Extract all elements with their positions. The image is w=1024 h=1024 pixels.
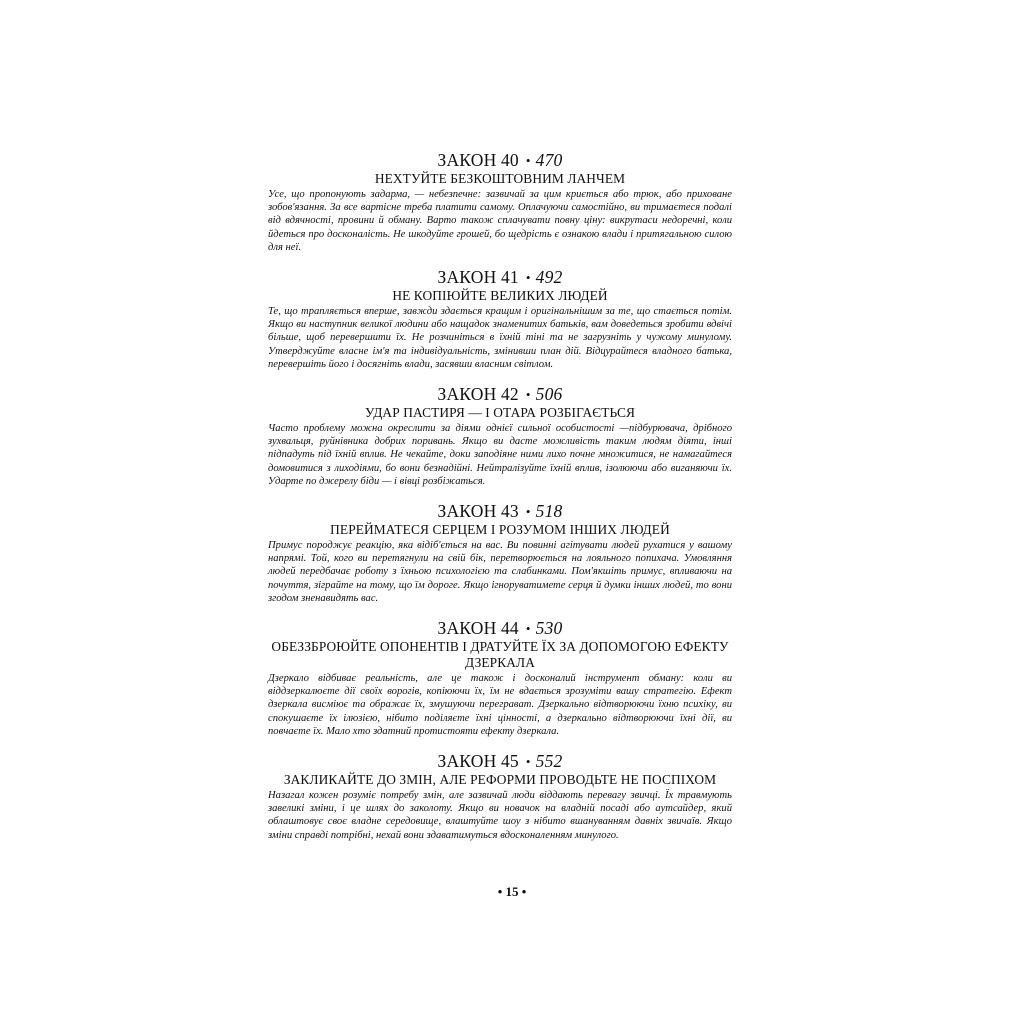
law-45: [268, 751, 732, 842]
law-label: ЗАКОН 45: [437, 751, 519, 772]
law-page-number: 530: [535, 618, 563, 639]
law-43: [268, 501, 732, 605]
page-content: [268, 150, 732, 842]
bullet-separator: •: [525, 754, 531, 770]
law-text: Часто проблему можна окреслити за діями однієї сильної особистості —підбурювача, дрібного зухвальця, руйнівника добрих поривань. Якщо ви дасте можливість таким людям діяти, інші підпадуть під їхній вплив. Не чекайте, доки заподіяне ними лихо почне множитися, не намагайтеся домовитися з лиходіями, бо вони безнадійні. Нейтралізуйте їхній вплив, ізолюючи або виганяючи їх. Ударте по джерелу біди — і вівці розбіжаться.: [268, 423, 732, 487]
law-text: Те, що трапляється вперше, завжди здається кращим і оригінальнішим за те, що стається потім. Якщо ви наступник великої людини або нащадок знаменитих батьків, вам доведеться зробити вдвічі більше, щоб перевершити їх. Не розчиніться в їхній тіні та не загрузніть у чужому минулому. Утверджуйте власне ім'я та індивідуальність, змінивши план дій. Відцурайтеся владного батька, перевершіть його і досягніть влади, засявши власним світлом.: [268, 306, 732, 370]
bullet-separator: •: [525, 153, 531, 168]
bullet-separator: •: [525, 270, 531, 286]
law-text: Дзеркало відбиває реальність, але це також і досконалий інструмент обману: коли ви віддзеркалюєте дії своїх ворогів, копіюючи їх, їм не вдається зрозуміти вашу стратегію. Ефект дзеркала висміює та ображає їх, змушуючи переграват. Дзеркально відтворюючи їхню психіку, ви спокушаєте їх ілюзією, нібито поділяєте їхні цінності, а дзеркально відтворюючи їхні дії, ви повчаєте їх. Мало хто здатний протистояти ефекту дзеркала.: [268, 673, 732, 737]
law-44: [268, 618, 732, 738]
law-41: [268, 267, 732, 371]
law-title: НЕХТУЙТЕ БЕЗКОШТОВНИМ ЛАНЧЕМ: [374, 171, 626, 186]
law-title: ПЕРЕЙМАТЕСЯ СЕРЦЕМ І РОЗУМОМ ІНШИХ ЛЮДЕЙ: [330, 522, 670, 538]
law-page-number: 492: [535, 267, 563, 288]
law-label: ЗАКОН 41: [437, 267, 519, 288]
law-label: ЗАКОН 40: [437, 150, 519, 170]
law-heading: [268, 751, 732, 772]
law-heading: [268, 501, 732, 522]
bullet-separator: •: [525, 504, 531, 520]
law-page-number: 518: [535, 501, 563, 522]
law-40: [268, 150, 732, 254]
law-title: НЕ КОПІЮЙТЕ ВЕЛИКИХ ЛЮДЕЙ: [392, 288, 608, 304]
bullet-separator: •: [525, 387, 531, 403]
law-heading: [268, 150, 732, 171]
law-42: [268, 384, 732, 488]
law-title: ЗАКЛИКАЙТЕ ДО ЗМІН, АЛЕ РЕФОРМИ ПРОВОДЬТЕ НЕ ПОСПІХОМ: [283, 772, 717, 788]
law-page-number: 470: [535, 150, 563, 170]
law-text: Усе, що пропонують задарма, — небезпечне: зазвичай за цим криється або трюк, або приховане зобов'язання. За все вартісне треба платити самому. Оплачуючи самостійно, ви тримаєтеся подалі від вдячності, провини й обману. Варто також сплачувати повну ціну: викрутаси недоречні, коли йдеться про досконалість. Не шкодуйте грошей, бо щедрість є ознакою влади і притягальною силою для неї.: [268, 189, 732, 253]
law-title: ОБЕЗЗБРОЮЙТЕ ОПОНЕНТІВ І ДРАТУЙТЕ ЇХ ЗА ДОПОМОГОЮ ЕФЕКТУ ДЗЕРКАЛА: [271, 639, 729, 671]
page-number-footer: • 15 •: [497, 884, 527, 899]
law-title: УДАР ПАСТИРЯ — І ОТАРА РОЗБІГАЄТЬСЯ: [364, 405, 636, 421]
law-page-number: 552: [535, 751, 563, 772]
bullet-separator: •: [525, 621, 531, 637]
law-text: Примус породжує реакцію, яка відіб'ється на вас. Ви повинні агітувати людей рухатися у вашому напрямі. Той, кого ви перетягнули на свій бік, перетворюється на лояльного попихача. Умовляння людей передбачає роботу з їхньою психологією та слабинками. Пом'якшіть примус, впливаючи на почуття, зіграйте на тому, що їм дороге. Якщо ігноруватимете серця й думки інших людей, то вони згодом зненавидять вас.: [268, 540, 732, 604]
law-page-number: 506: [535, 384, 563, 405]
law-heading: [268, 618, 732, 639]
law-heading: [268, 384, 732, 405]
law-text: Назагал кожен розуміє потребу змін, але зазвичай люди віддають перевагу звичці. Їх травмують завеликі зміни, і це шлях до заколоту. Якщо ви новачок на владній посаді або аутсайдер, який облаштовує своє владне середовище, влаштуйте шоу з нібито вшануванням давніх звичаїв. Якщо зміни справді потрібні, нехай вони здаватимуться вдосконаленням минулого.: [268, 790, 732, 841]
law-label: ЗАКОН 43: [437, 501, 519, 522]
law-label: ЗАКОН 44: [437, 618, 519, 639]
law-heading: [268, 267, 732, 288]
law-label: ЗАКОН 42: [437, 384, 519, 405]
